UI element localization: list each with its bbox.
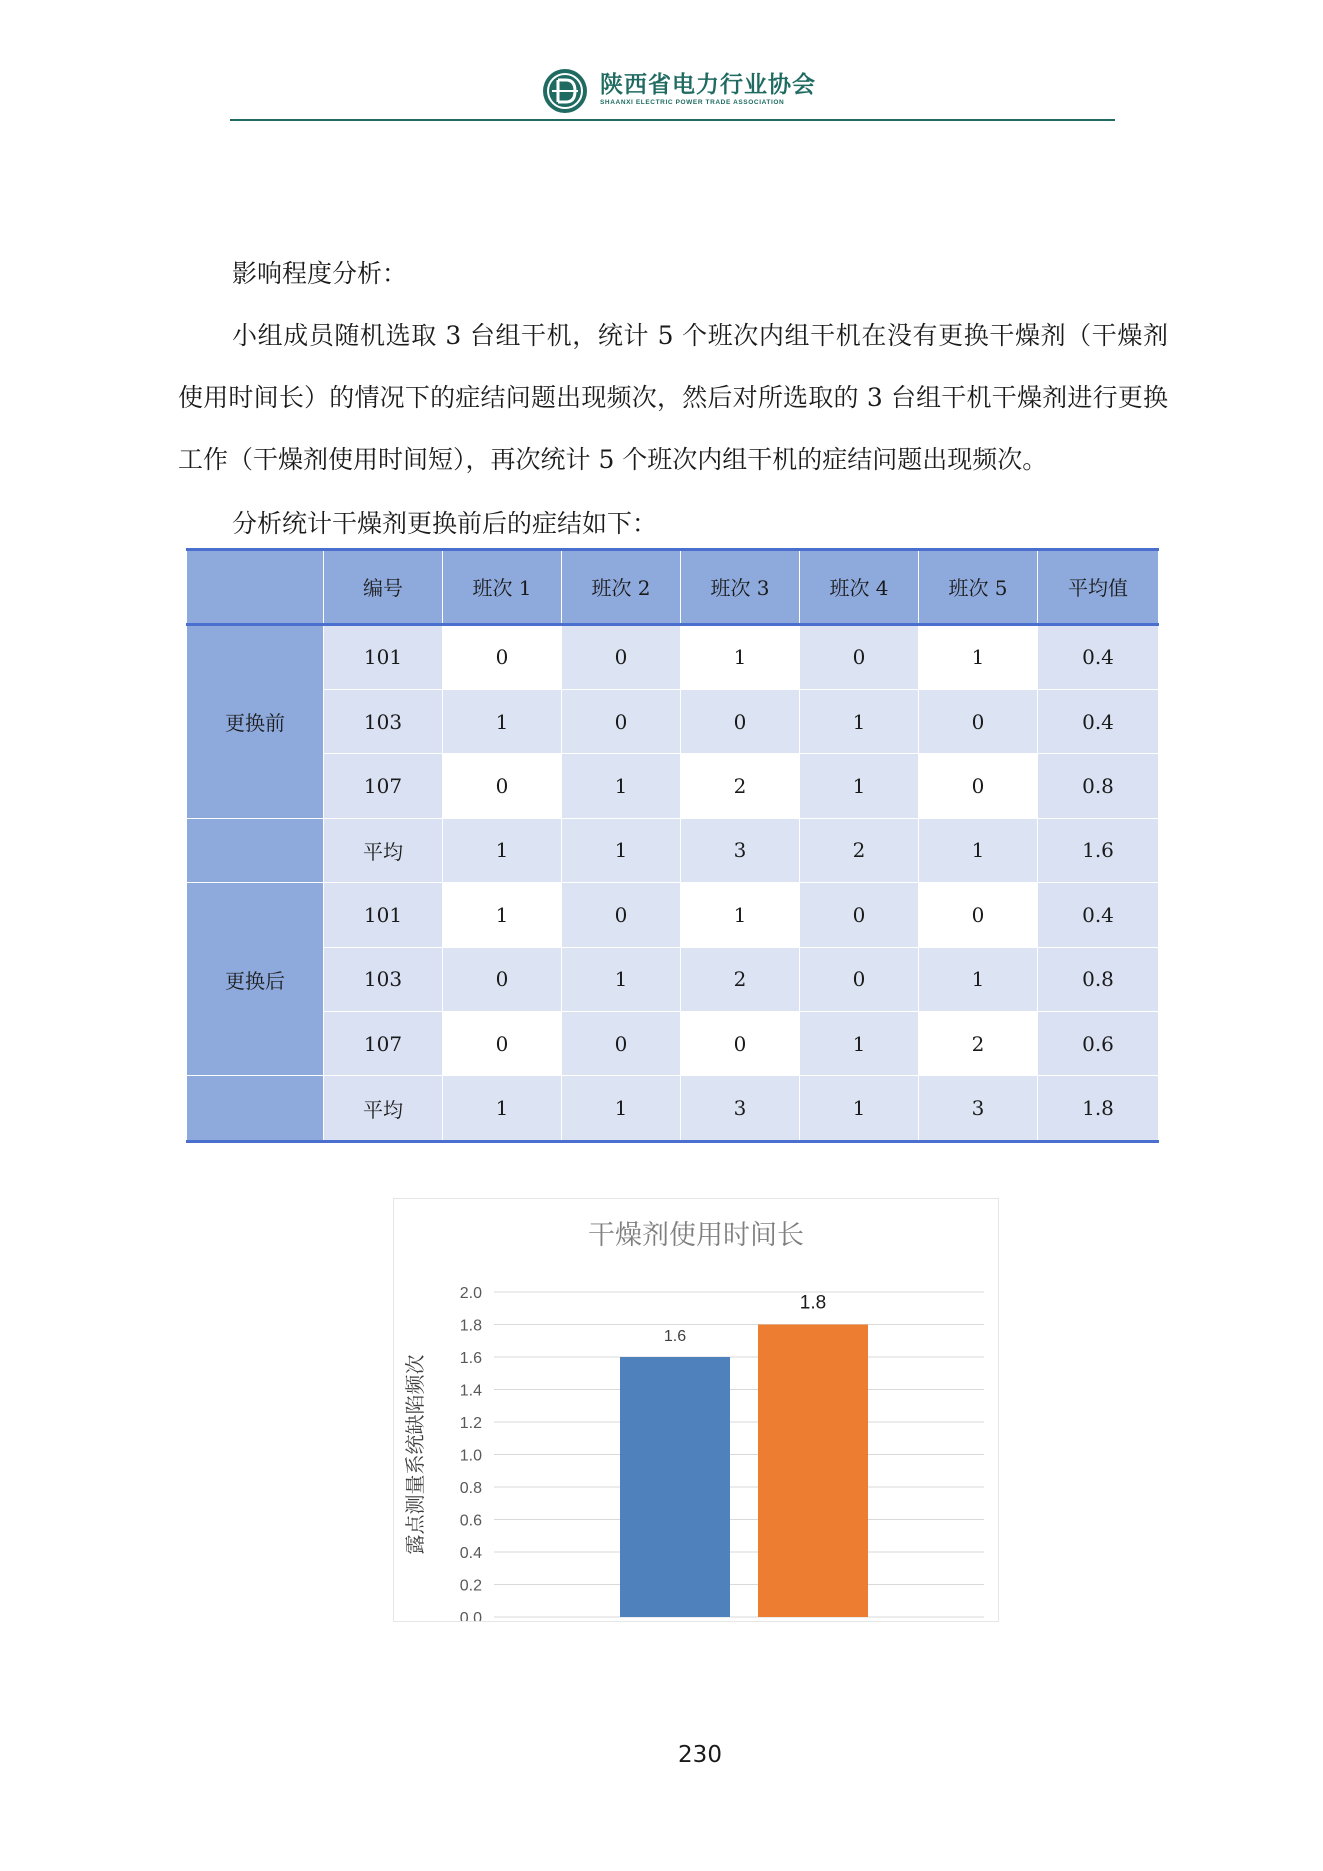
table-row bbox=[187, 947, 1159, 1011]
row-average: 0.8 bbox=[1038, 754, 1159, 818]
page-number: 230 bbox=[678, 1742, 722, 1768]
table-cell: 0 bbox=[800, 883, 919, 947]
table-cell: 1 bbox=[443, 1076, 562, 1142]
table-cell: 1 bbox=[919, 818, 1038, 882]
column-header: 班次 1 bbox=[443, 550, 562, 625]
y-tick-label: 0.8 bbox=[459, 1480, 482, 1497]
table-cell: 2 bbox=[919, 1012, 1038, 1076]
table-cell: 0 bbox=[681, 1012, 800, 1076]
row-id: 103 bbox=[324, 947, 443, 1011]
chart-canvas bbox=[394, 1199, 998, 1621]
table-cell: 1 bbox=[800, 1076, 919, 1142]
y-tick-label: 1.4 bbox=[459, 1382, 482, 1400]
table-cell: 1 bbox=[562, 947, 681, 1011]
table-cell: 1 bbox=[681, 624, 800, 689]
table-cell: 0 bbox=[562, 883, 681, 947]
y-tick-label: 1.8 bbox=[459, 1317, 482, 1335]
table-cell: 3 bbox=[919, 1076, 1038, 1142]
table-cell: 0 bbox=[562, 1012, 681, 1076]
column-header: 平均值 bbox=[1038, 550, 1159, 625]
header-divider bbox=[230, 119, 1115, 121]
y-tick-label: 2.0 bbox=[459, 1285, 482, 1302]
y-tick-label: 1.2 bbox=[459, 1415, 482, 1432]
column-header: 班次 3 bbox=[681, 550, 800, 625]
table-row bbox=[187, 883, 1159, 947]
table-cell: 1 bbox=[562, 818, 681, 882]
table-cell: 2 bbox=[800, 818, 919, 882]
table-row bbox=[187, 624, 1159, 689]
desiccant-comparison-table bbox=[186, 548, 1159, 1143]
row-average: 0.6 bbox=[1038, 1012, 1159, 1076]
row-id: 平均 bbox=[324, 818, 443, 882]
row-id: 101 bbox=[324, 624, 443, 689]
table-cell: 1 bbox=[800, 689, 919, 753]
table-row bbox=[187, 754, 1159, 818]
y-tick-label: 0.0 bbox=[459, 1610, 482, 1621]
row-id: 平均 bbox=[324, 1076, 443, 1142]
org-name-en: SHAANXI ELECTRIC POWER TRADE ASSOCIATION bbox=[600, 99, 785, 106]
y-tick-label: 0.4 bbox=[459, 1545, 482, 1562]
row-average: 0.4 bbox=[1038, 624, 1159, 689]
bar-chart bbox=[393, 1198, 999, 1622]
table-row bbox=[187, 689, 1159, 753]
column-header: 班次 4 bbox=[800, 550, 919, 625]
table-cell: 0 bbox=[443, 947, 562, 1011]
table-cell: 0 bbox=[919, 883, 1038, 947]
table-cell: 0 bbox=[800, 624, 919, 689]
table-cell: 1 bbox=[800, 1012, 919, 1076]
row-average: 0.4 bbox=[1038, 883, 1159, 947]
column-header: 编号 bbox=[324, 550, 443, 625]
table-cell: 3 bbox=[681, 1076, 800, 1142]
group-label: 更换后 bbox=[187, 883, 324, 1076]
row-average: 0.8 bbox=[1038, 947, 1159, 1011]
table-cell: 0 bbox=[800, 947, 919, 1011]
row-average: 1.8 bbox=[1038, 1076, 1159, 1142]
table-cell: 0 bbox=[443, 624, 562, 689]
data-label: 1.6 bbox=[663, 1328, 687, 1345]
table-cell: 2 bbox=[681, 754, 800, 818]
table-intro: 分析统计干燥剂更换前后的症结如下： bbox=[232, 509, 658, 538]
group-label: 更换前 bbox=[187, 624, 324, 818]
table-cell: 0 bbox=[562, 689, 681, 753]
table-cell: 1 bbox=[919, 947, 1038, 1011]
table-cell: 0 bbox=[443, 1012, 562, 1076]
column-header bbox=[187, 550, 324, 625]
y-tick-label: 1.0 bbox=[459, 1447, 482, 1465]
chart-title: 干燥剂使用时间长 bbox=[588, 1220, 804, 1251]
table-cell: 1 bbox=[562, 754, 681, 818]
body-paragraph: 小组成员随机选取 3 台组干机，统计 5 个班次内组干机在没有更换干燥剂（干燥剂使用时间长）的情况下的症结问题出现频次，然后对所选取的 3 台组干机干燥剂进行更换工作（干燥剂使用时间短），再次统计 5 个班次内组干机的症结问题出现频次。 bbox=[178, 321, 1168, 474]
org-name-block bbox=[600, 72, 816, 108]
y-tick-label: 0.2 bbox=[459, 1577, 482, 1595]
group-spacer bbox=[187, 818, 324, 882]
row-id: 101 bbox=[324, 883, 443, 947]
table-cell: 0 bbox=[919, 754, 1038, 818]
data-label: 1.8 bbox=[799, 1292, 827, 1314]
y-tick-label: 0.6 bbox=[459, 1512, 482, 1530]
table-cell: 1 bbox=[443, 883, 562, 947]
table-row bbox=[187, 1012, 1159, 1076]
bar bbox=[620, 1357, 730, 1617]
table-cell: 1 bbox=[919, 624, 1038, 689]
row-average: 0.4 bbox=[1038, 689, 1159, 753]
row-id: 107 bbox=[324, 1012, 443, 1076]
y-axis-label: 露点测量系统缺陷频次 bbox=[403, 1354, 427, 1555]
table-cell: 1 bbox=[443, 818, 562, 882]
group-spacer bbox=[187, 1076, 324, 1142]
summary-row bbox=[187, 1076, 1159, 1142]
table-cell: 1 bbox=[800, 754, 919, 818]
row-average: 1.6 bbox=[1038, 818, 1159, 882]
table-cell: 0 bbox=[443, 754, 562, 818]
column-header: 班次 2 bbox=[562, 550, 681, 625]
row-id: 103 bbox=[324, 689, 443, 753]
org-name: 陕西省电力行业协会 bbox=[600, 72, 816, 98]
section-heading: 影响程度分析： bbox=[232, 259, 408, 288]
table-cell: 1 bbox=[681, 883, 800, 947]
table-cell: 3 bbox=[681, 818, 800, 882]
page-header bbox=[0, 60, 1323, 120]
row-id: 107 bbox=[324, 754, 443, 818]
summary-row bbox=[187, 818, 1159, 882]
table-cell: 0 bbox=[562, 624, 681, 689]
table-header-row bbox=[187, 550, 1159, 625]
table-cell: 0 bbox=[919, 689, 1038, 753]
table-cell: 1 bbox=[562, 1076, 681, 1142]
table-cell: 0 bbox=[681, 689, 800, 753]
y-tick-label: 1.6 bbox=[459, 1350, 482, 1367]
table-cell: 2 bbox=[681, 947, 800, 1011]
bar bbox=[758, 1325, 868, 1618]
table-cell: 1 bbox=[443, 689, 562, 753]
association-logo-icon bbox=[542, 68, 588, 114]
column-header: 班次 5 bbox=[919, 550, 1038, 625]
